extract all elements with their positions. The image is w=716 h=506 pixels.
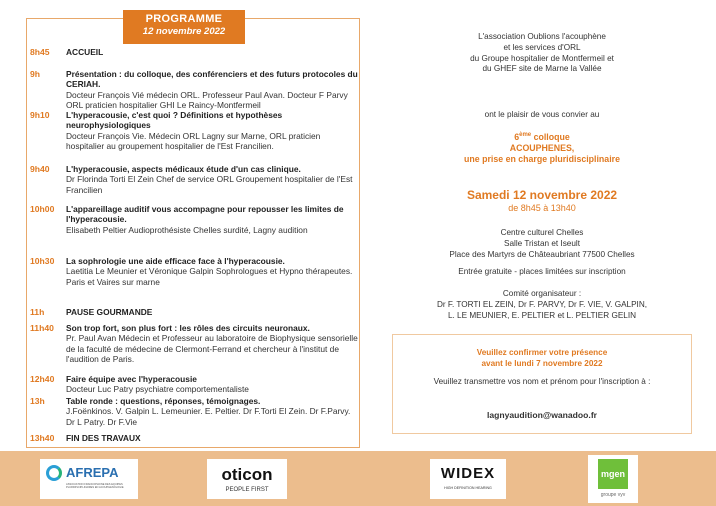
venue-block xyxy=(392,228,692,260)
mgen-logo xyxy=(588,455,638,503)
item-time: 8h45 xyxy=(30,47,50,57)
colloque-block xyxy=(392,130,692,164)
programme-item xyxy=(30,433,360,443)
venue-line: Place des Martyrs de Châteaubriant 77500 Chelles xyxy=(449,249,635,259)
item-title: L'hyperacousie, aspects médicaux étude d'un cas clinique. xyxy=(66,164,301,174)
committee-line: Dr F. TORTI EL ZEIN, Dr F. PARVY, Dr F. VIE, V. GALPIN, xyxy=(436,299,648,309)
item-speaker: Dr Florinda Torti El Zein Chef de service ORL Groupement hospitalier de l'Est Francilien xyxy=(66,174,353,195)
organizers-block xyxy=(392,32,692,75)
programme-item xyxy=(30,110,360,152)
colloque-title: ACOUPHENES, xyxy=(509,142,575,153)
programme-item xyxy=(30,307,360,317)
registration-instruction: Veuillez transmettre vos nom et prénom pour l'inscription à : xyxy=(433,377,651,386)
item-title: L'appareillage auditif vous accompagne pour repousser les limites de l'hyperacousie. xyxy=(66,204,344,225)
venue-line: Centre culturel Chelles xyxy=(500,228,584,237)
item-title: Présentation : du colloque, des conférenciers et des futurs protocoles du CERIAH. xyxy=(66,69,358,90)
invite-line: ont le plaisir de vous convier au xyxy=(484,110,600,119)
organizer-line: L'association Oublions l'acouphène xyxy=(478,32,606,41)
mgen-square-icon xyxy=(598,459,628,489)
widex-logo xyxy=(430,459,506,499)
item-time: 13h40 xyxy=(30,433,55,443)
colloque-number: 6 xyxy=(514,131,520,142)
programme-item xyxy=(30,204,360,235)
widex-name: WIDEX xyxy=(440,465,496,482)
item-time: 10h30 xyxy=(30,256,55,266)
registration-email[interactable]: lagnyaudition@wanadoo.fr xyxy=(486,410,598,420)
item-time: 9h xyxy=(30,69,41,79)
item-time: 11h xyxy=(30,307,45,317)
item-speaker: J.Foënkinos. V. Galpin L. Lemeunier. E. Peltier. Dr F.Torti El Zein. Dr F.Parvy. Dr L Patry. Dr F.Vie xyxy=(66,406,351,427)
afrepa-swirl-icon xyxy=(46,465,62,481)
organizer-line: du Groupe hospitalier de Montfermeil et xyxy=(470,53,614,63)
colloque-word: colloque xyxy=(533,131,570,142)
programme-item xyxy=(30,69,360,111)
committee-line: L. LE MEUNIER, E. PELTIER et L. PELTIER GELIN xyxy=(447,310,637,320)
event-time: de 8h45 à 13h40 xyxy=(508,203,576,213)
item-time: 11h40 xyxy=(30,323,54,333)
sponsor-footer xyxy=(0,451,716,506)
event-datetime xyxy=(392,188,692,214)
item-title: FIN DES TRAVAUX xyxy=(66,433,141,443)
item-speaker: Pr. Paul Avan Médecin et Professeur au laboratoire de Biophysique sensorielle de la faculté de médecine de Clermont-Ferrand et chercheur à l'institut de l'audition de Paris. xyxy=(66,333,358,365)
entry-info: Entrée gratuite - places limitées sur inscription xyxy=(458,267,626,276)
programme-header xyxy=(123,10,245,44)
programme-item xyxy=(30,396,360,427)
item-title: ACCUEIL xyxy=(66,47,104,57)
item-title: Faire équipe avec l'hyperacousie xyxy=(66,374,197,384)
item-speaker: Laetitia Le Meunier et Véronique Galpin Sophrologues et Hypno thérapeutes. Paris et Vaires sur marne xyxy=(66,266,353,287)
item-time: 12h40 xyxy=(30,374,55,384)
venue-line: Salle Tristan et Iseult xyxy=(504,238,580,248)
item-title: La sophrologie une aide efficace face à l'hyperacousie. xyxy=(66,256,285,266)
programme-item xyxy=(30,323,360,365)
afrepa-logo xyxy=(40,459,138,499)
programme-title: PROGRAMME xyxy=(145,13,223,25)
item-speaker: Elisabeth Peltier Audioprothésiste Chelles surdité, Lagny audition xyxy=(66,224,308,235)
programme-date: 12 novembre 2022 xyxy=(142,26,226,37)
item-speaker: Docteur François Vié médecin ORL. Professeur Paul Avan. Docteur F Parvy ORL praticien hospitalier GHI Le Raincy-Montfermeil xyxy=(66,89,348,111)
item-title: L'hyperacousie, c'est quoi ? Définitions et hypothèses neurophysiologiques xyxy=(66,110,283,131)
programme-item xyxy=(30,374,360,395)
item-time: 13h xyxy=(30,396,45,406)
item-title: Table ronde : questions, réponses, témoignages. xyxy=(66,396,261,406)
mgen-name: mgen xyxy=(600,469,625,479)
colloque-subtitle: une prise en charge pluridisciplinaire xyxy=(464,153,620,164)
item-speaker: Docteur Luc Patry psychiatre comportementaliste xyxy=(66,384,249,395)
afrepa-subtitle: ASSOCIATION FRANCOPHONE DES EQUIPES PLURIDISCIPLINAIRES EN ACOUPHENOLOGIE xyxy=(66,483,124,490)
colloque-ordinal: ème xyxy=(519,132,532,138)
organizer-line: du GHEF site de Marne la Vallée xyxy=(482,64,602,74)
item-time: 10h00 xyxy=(30,204,55,214)
confirm-notice xyxy=(392,348,692,370)
committee-block xyxy=(392,289,692,321)
programme-item xyxy=(30,47,360,57)
afrepa-name: AFREPA xyxy=(66,465,119,480)
item-speaker: Docteur François Vie. Médecin ORL Lagny sur Marne, ORL praticien hospitalier au groupement hospitalier de l'Est Francilien. xyxy=(66,130,321,152)
mgen-tagline: groupe vyv xyxy=(600,492,626,498)
committee-title: Comité organisateur : xyxy=(502,289,582,298)
organizer-line: et les services d'ORL xyxy=(503,42,581,52)
oticon-logo xyxy=(207,459,287,499)
confirm-deadline: avant le lundi 7 novembre 2022 xyxy=(481,358,603,368)
item-title: Son trop fort, son plus fort : les rôles des circuits neuronaux. xyxy=(66,323,310,333)
event-date: Samedi 12 novembre 2022 xyxy=(466,188,618,202)
item-title: PAUSE GOURMANDE xyxy=(66,307,153,317)
oticon-name: oticon xyxy=(221,465,273,484)
item-time: 9h40 xyxy=(30,164,50,174)
programme-item xyxy=(30,164,360,195)
item-time: 9h10 xyxy=(30,110,50,120)
widex-tagline: HIGH DEFINITION HEARING xyxy=(444,486,492,490)
confirm-line: Veuillez confirmer votre présence xyxy=(476,348,608,357)
oticon-tagline: PEOPLE FIRST xyxy=(225,487,269,493)
programme-item xyxy=(30,256,360,287)
